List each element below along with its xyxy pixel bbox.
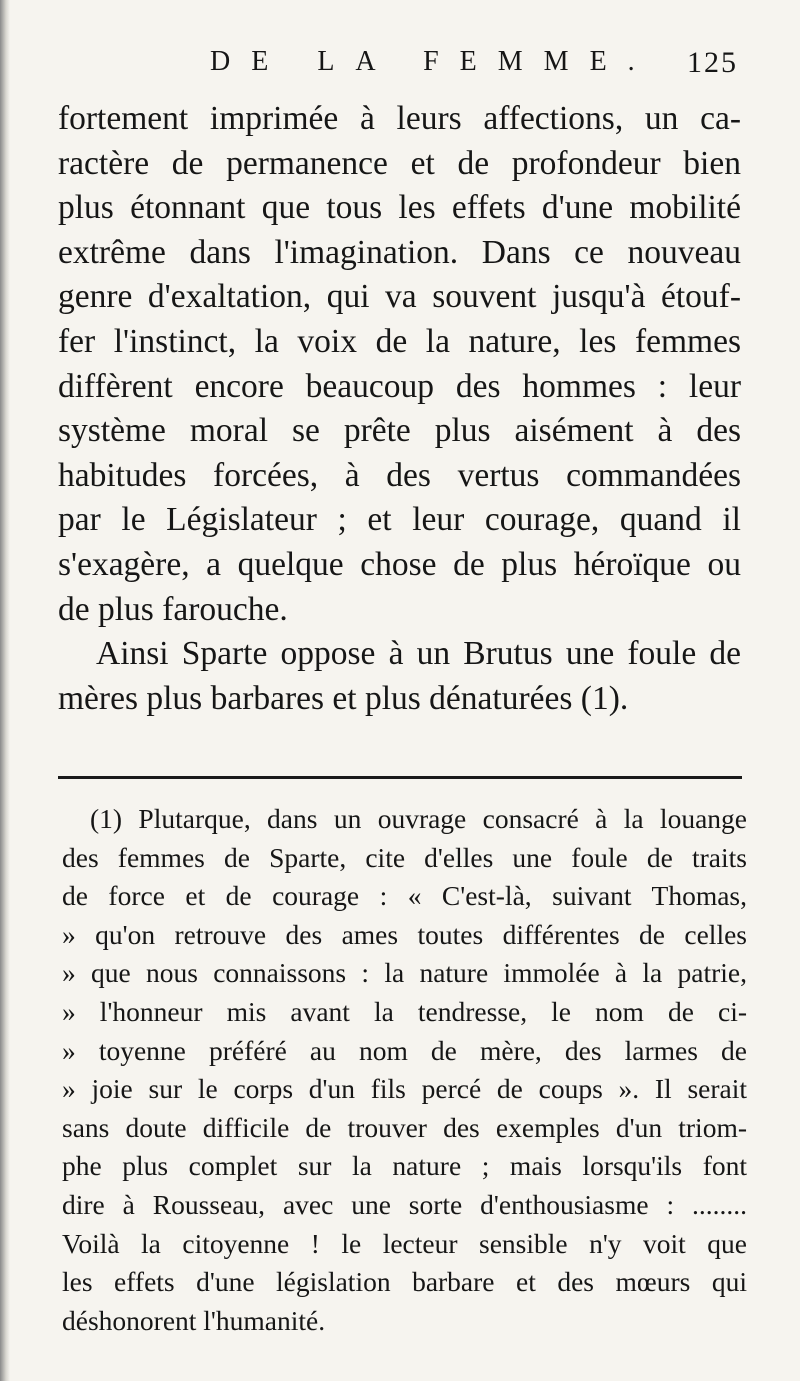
body-line: de plus farouche. <box>58 590 288 628</box>
body-line: mères plus barbares et plus dénaturées (1). <box>58 679 629 717</box>
footnote-line: Voilà la citoyenne ! le lecteur sensible n'y voit que <box>62 1227 747 1259</box>
footnote-line: » qu'on retrouve des ames toutes différentes de celles <box>62 918 747 950</box>
body-line: s'exagère, a quelque chose de plus héroïque ou <box>58 545 741 583</box>
body-line: par le Législateur ; et leur courage, quand il <box>58 501 741 539</box>
footnote-line: des femmes de Sparte, cite d'elles une foule de traits <box>62 841 747 873</box>
footnote-line: sans doute difficile de trouver des exemples d'un triom- <box>62 1111 747 1143</box>
body-line: système moral se prête plus aisément à des <box>58 412 741 450</box>
body-line: fer l'instinct, la voix de la nature, les femmes <box>58 322 741 360</box>
footnote-line: » toyenne préféré au nom de mère, des larmes de <box>62 1034 747 1066</box>
footnote-line: (1) Plutarque, dans un ouvrage consacré à la louange <box>90 803 747 834</box>
body-line: habitudes forcées, à des vertus commandées <box>58 456 741 494</box>
footnote-line: dire à Rousseau, avec une sorte d'enthousiasme : ........ <box>62 1188 747 1220</box>
body-line: plus étonnant que tous les effets d'une mobilité <box>58 189 741 227</box>
footnote-line: » que nous connaissons : la nature immolée à la patrie, <box>62 957 747 989</box>
body-line: genre d'exaltation, qui va souvent jusqu'à étouf- <box>58 278 741 316</box>
footnote-line: phe plus complet sur la nature ; mais lorsqu'ils font <box>62 1150 747 1182</box>
body-line: extrême dans l'imagination. Dans ce nouveau <box>58 233 741 271</box>
body-text <box>58 97 741 721</box>
body-line: fortement imprimée à leurs affections, un ca- <box>58 100 741 137</box>
footnote-line: » joie sur le corps d'un fils percé de coups ». Il serait <box>62 1073 747 1105</box>
body-line: ractère de permanence et de profondeur bien <box>58 144 741 182</box>
footnote <box>62 800 747 1340</box>
page-gutter-shadow <box>0 0 10 1381</box>
page-header <box>60 46 738 86</box>
footnote-divider <box>58 776 742 779</box>
footnote-line: » l'honneur mis avant la tendresse, le nom de ci- <box>62 995 747 1027</box>
running-head: DE LA FEMME. <box>210 46 656 77</box>
footnote-line: les effets d'une législation barbare et des mœurs qui <box>62 1266 747 1298</box>
body-line: diffèrent encore beaucoup des hommes : leur <box>58 367 741 405</box>
footnote-line: de force et de courage : « C'est-là, suivant Thomas, <box>62 880 747 912</box>
page-number: 125 <box>687 46 738 79</box>
footnote-line: déshonorent l'humanité. <box>62 1304 326 1336</box>
body-line: Ainsi Sparte oppose à un Brutus une foule de <box>96 635 741 673</box>
